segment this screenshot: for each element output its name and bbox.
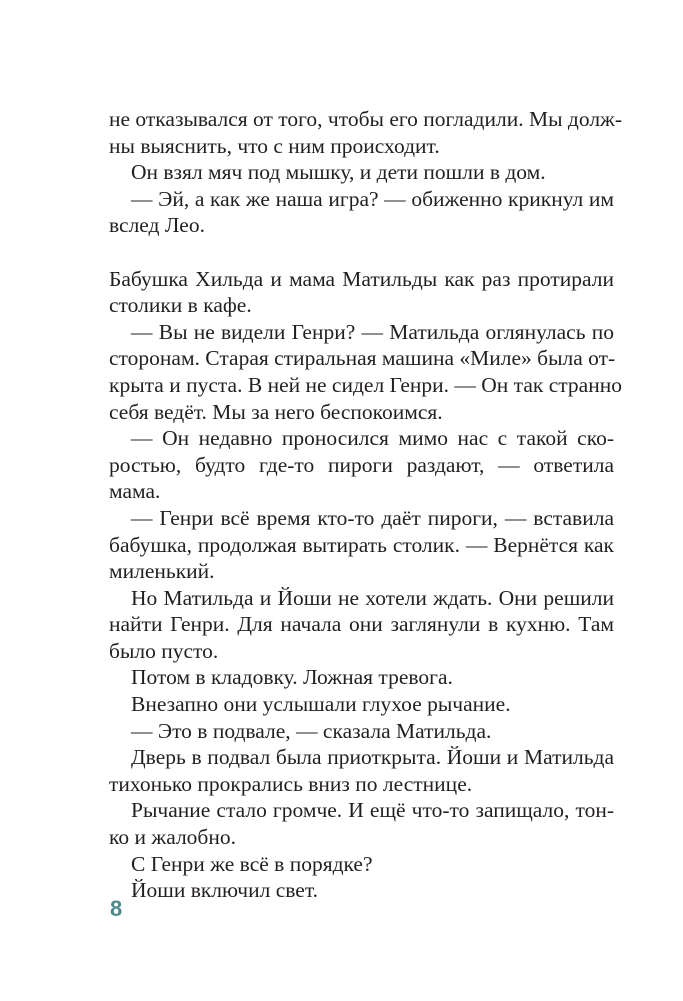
text-line: Рычание стало громче. И ещё что-то запищало, тон- <box>131 798 614 823</box>
text-line: Он взял мяч под мышку, и дети пошли в дом. <box>131 160 546 185</box>
text-line: ны выяснить, что с ним происходит. <box>109 133 440 158</box>
page-number: 8 <box>110 896 123 921</box>
text-line: — Он недавно проносился мимо нас с такой ско- <box>131 426 614 451</box>
text-line: С Генри же всё в порядке? <box>131 851 373 876</box>
text-line: найти Генри. Для начала они заглянули в кухню. Там <box>109 612 614 637</box>
text-line: Йоши включил свет. <box>131 878 318 903</box>
text-line: себя ведёт. Мы за него беспокоимся. <box>109 399 443 424</box>
text-line: Дверь в подвал была приоткрыта. Йоши и Матильда <box>131 745 614 770</box>
book-page-text <box>109 106 623 904</box>
text-line: не отказывался от того, чтобы его погладили. Мы долж- <box>109 107 623 131</box>
text-line: тихонько прокрались вниз по лестнице. <box>109 771 473 796</box>
text-line: столики в кафе. <box>109 293 252 318</box>
text-line: Бабушка Хильда и мама Матильды как раз протирали <box>109 266 614 291</box>
text-line: крыта и пуста. В ней не сидел Генри. — Он так странно <box>109 372 622 397</box>
text-line: Потом в кладовку. Ложная тревога. <box>131 665 453 690</box>
text-line: вслед Лео. <box>109 213 205 238</box>
text-line: — Генри всё время кто-то даёт пироги, — вставила <box>131 505 614 530</box>
text-line: бабушка, продолжая вытирать столик. — Вернётся как <box>109 532 614 557</box>
text-line: Внезапно они услышали глухое рычание. <box>131 692 511 717</box>
text-line: ростью, будто где-то пироги раздают, — ответила <box>109 452 614 477</box>
text-line: — Это в подвале, — сказала Матильда. <box>131 718 492 743</box>
section-break <box>109 239 614 266</box>
text-line: ко и жалобно. <box>109 825 236 850</box>
text-line: мама. <box>109 479 161 504</box>
text-line: Но Матильда и Йоши не хотели ждать. Они решили <box>131 585 614 610</box>
text-line: миленький. <box>109 559 215 584</box>
text-line: было пусто. <box>109 638 219 663</box>
text-line: сторонам. Старая стиральная машина «Миле» была от- <box>109 346 616 371</box>
text-line: — Вы не видели Генри? — Матильда оглянулась по <box>131 319 614 344</box>
text-line: — Эй, а как же наша игра? — обиженно крикнул им <box>131 186 614 211</box>
